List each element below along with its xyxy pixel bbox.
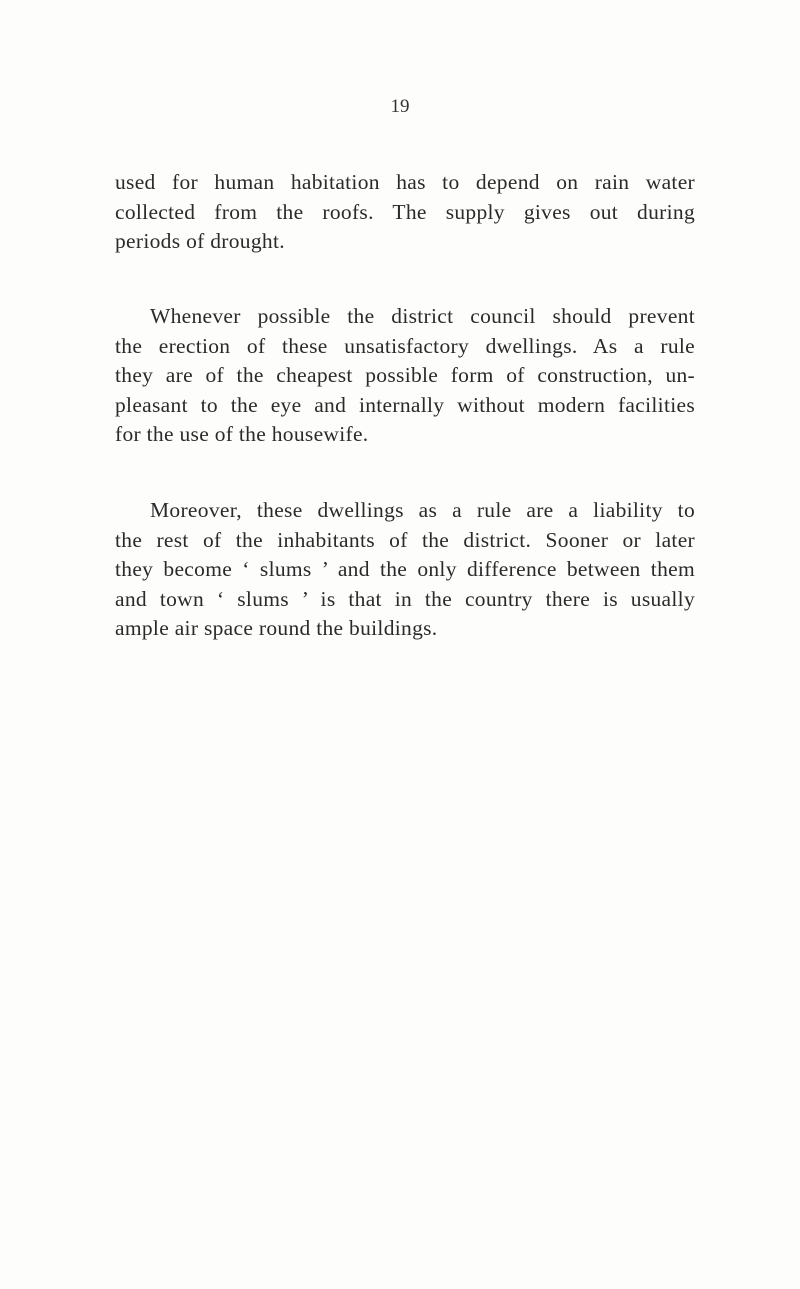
paragraph-line: the rest of the inhabitants of the district. Sooner or later: [115, 527, 695, 552]
paragraph-3: [115, 496, 695, 644]
paragraph-2: [115, 302, 695, 450]
paragraph-line: periods of drought.: [115, 229, 285, 253]
paragraph-line: pleasant to the eye and internally without modern facilities: [115, 392, 695, 417]
paragraph-line: Whenever possible the district council should prevent: [150, 304, 695, 328]
paragraph-line: and town ‘ slums ’ is that in the country there is usually: [115, 586, 695, 611]
paragraph-line: they are of the cheapest possible form of construction, un-: [115, 363, 695, 387]
paragraph-line: they become ‘ slums ’ and the only difference between them: [115, 557, 695, 581]
paragraph-1: [115, 168, 695, 257]
paragraph-line: collected from the roofs. The supply gives out during: [115, 199, 695, 224]
paragraph-line: the erection of these unsatisfactory dwellings. As a rule: [115, 333, 695, 358]
paragraph-line: ample air space round the buildings.: [115, 616, 438, 640]
paragraph-line: for the use of the housewife.: [115, 422, 369, 446]
paragraph-line: Moreover, these dwellings as a rule are a liability to: [150, 498, 695, 522]
page-number: 19: [390, 96, 410, 117]
paragraph-line: used for human habitation has to depend on rain water: [115, 170, 695, 194]
